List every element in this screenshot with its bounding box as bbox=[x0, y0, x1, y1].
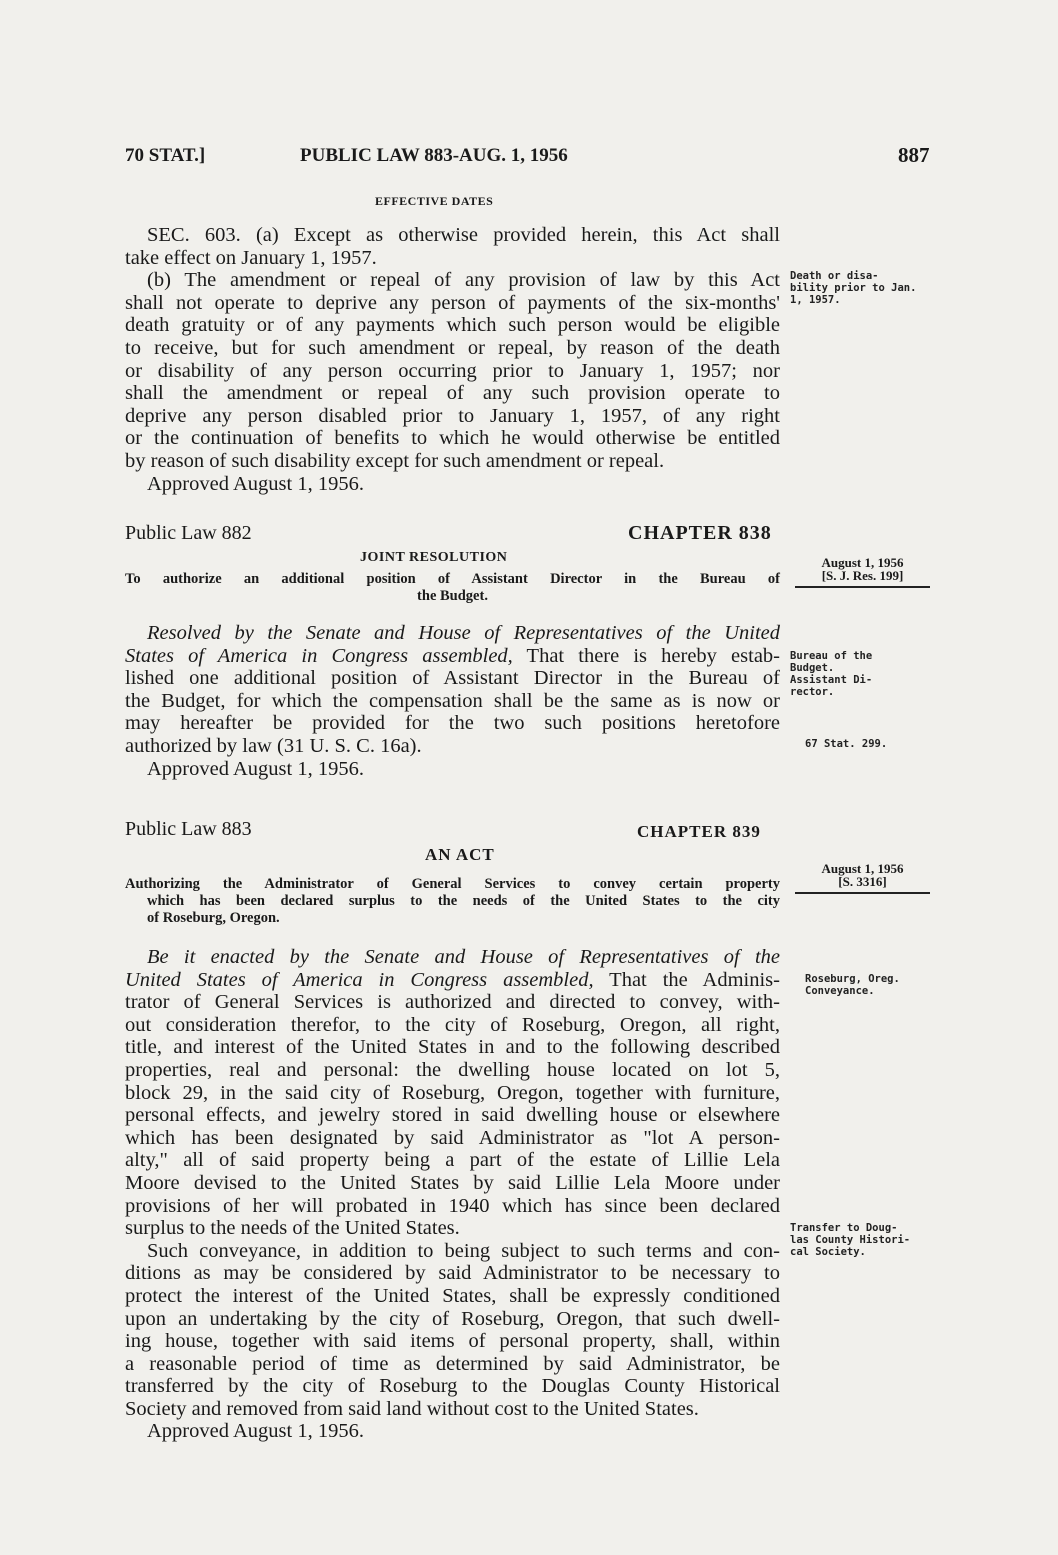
note-line: Death or disa- bbox=[790, 270, 879, 282]
pl883-text bbox=[125, 946, 780, 1443]
running-title: PUBLIC LAW 883-AUG. 1, 1956 bbox=[300, 145, 568, 166]
text-line: to receive, but for such amendment or repeal, by reason of the death bbox=[125, 336, 780, 359]
body-line: That there is hereby estab- bbox=[512, 644, 780, 667]
text-line: protect the interest of the United States, shall be expressly conditioned bbox=[125, 1284, 780, 1307]
pl882-purpose bbox=[125, 571, 780, 605]
joint-resolution-label: JOINT RESOLUTION bbox=[360, 550, 508, 565]
note-line: Transfer to Doug- bbox=[790, 1222, 898, 1234]
note-line: cal Society. bbox=[790, 1246, 866, 1258]
public-law-883: Public Law 883 bbox=[125, 818, 252, 840]
approved-line: Approved August 1, 1956. bbox=[147, 1420, 364, 1443]
date-reference: August 1, 1956 bbox=[821, 555, 904, 570]
pl883-purpose bbox=[125, 876, 780, 927]
text-line: death gratuity or of any payments which such person would be eligible bbox=[125, 314, 780, 337]
bill-reference: [S. J. Res. 199] bbox=[821, 568, 904, 583]
page-number: 887 bbox=[898, 143, 930, 167]
text-line: which has been designated by said Administrator as "lot A person- bbox=[125, 1126, 780, 1149]
enacting-clause: Be it enacted by the Senate and House of Representatives of the bbox=[147, 946, 780, 968]
text-line: ditions as may be considered by said Administrator to be necessary to bbox=[125, 1262, 780, 1285]
body-line: That the Adminis- bbox=[593, 968, 780, 991]
text-line: SEC. 603. (a) Except as otherwise provided herein, this Act shall bbox=[147, 224, 780, 246]
chapter-839: CHAPTER 839 bbox=[637, 822, 761, 841]
text-line: transferred by the city of Roseburg to the Douglas County Historical bbox=[125, 1375, 780, 1398]
purpose-line: which has been declared surplus to the needs of the United States to the city bbox=[147, 893, 780, 909]
text-line: by reason of such disability except for such amendment or repeal. bbox=[125, 449, 665, 472]
text-line: trator of General Services is authorized and directed to convey, with- bbox=[125, 991, 780, 1014]
enacting-clause: Resolved by the Senate and House of Representatives of the United bbox=[147, 622, 780, 644]
volume-reference: 70 STAT.] bbox=[125, 145, 206, 166]
divider-rule bbox=[795, 586, 930, 588]
note-line: Assistant Di- bbox=[790, 674, 873, 686]
text-line: deprive any person disabled prior to January 1, 1957, of any right bbox=[125, 404, 780, 427]
note-line: bility prior to Jan. bbox=[790, 282, 917, 294]
note-line: rector. bbox=[790, 686, 835, 698]
note-line: Roseburg, Oreg. bbox=[805, 973, 900, 985]
text-line: a reasonable period of time as determined by said Administrator, be bbox=[125, 1352, 780, 1375]
text-line: lished one additional position of Assistant Director in the Bureau of bbox=[125, 667, 780, 690]
text-line: upon an undertaking by the city of Roseburg, Oregon, that such dwell- bbox=[125, 1307, 780, 1330]
text-line: or the continuation of benefits to which he would otherwise be entitled bbox=[125, 427, 780, 450]
text-line: shall not operate to deprive any person of payments of the six-months' bbox=[125, 291, 780, 314]
pl882-text bbox=[125, 622, 780, 780]
enacting-clause-cont: United States of America in Congress assembled, bbox=[125, 968, 594, 991]
date-reference: August 1, 1956 bbox=[821, 861, 904, 876]
enacting-clause-cont: States of America in Congress assembled, bbox=[125, 644, 513, 667]
bill-reference: [S. 3316] bbox=[838, 874, 887, 889]
text-line: or disability of any person occurring prior to January 1, 1957; nor bbox=[125, 359, 780, 382]
text-line: personal effects, and jewelry stored in said dwelling house or elsewhere bbox=[125, 1104, 780, 1127]
divider-rule bbox=[795, 892, 930, 894]
text-line: (b) The amendment or repeal of any provision of law by this Act bbox=[147, 269, 780, 292]
public-law-882: Public Law 882 bbox=[125, 522, 252, 544]
text-line: may hereafter be provided for the two such positions heretofore bbox=[125, 712, 780, 735]
margin-note-death-disability bbox=[790, 270, 916, 306]
purpose-line: the Budget. bbox=[417, 588, 488, 604]
text-line: properties, real and personal: the dwelling house located on lot 5, bbox=[125, 1058, 780, 1081]
text-line: surplus to the needs of the United States. bbox=[125, 1217, 460, 1240]
text-line: Such conveyance, in addition to being subject to such terms and con- bbox=[147, 1239, 780, 1262]
section-heading: EFFECTIVE DATES bbox=[375, 194, 494, 208]
text-line: block 29, in the said city of Roseburg, Oregon, together with furniture, bbox=[125, 1081, 780, 1104]
text-line: authorized by law (31 U. S. C. 16a). bbox=[125, 734, 422, 757]
margin-note-bureau-budget bbox=[790, 650, 872, 698]
note-line: Conveyance. bbox=[805, 985, 875, 997]
margin-note-transfer bbox=[790, 1222, 910, 1258]
citation-note: 67 Stat. 299. bbox=[805, 738, 888, 750]
purpose-line: Authorizing the Administrator of General Services to convey certain property bbox=[125, 876, 780, 892]
text-line: Moore devised to the United States by said Lillie Lela Moore under bbox=[125, 1171, 780, 1194]
text-line: out consideration therefor, to the city of Roseburg, Oregon, all right, bbox=[125, 1013, 780, 1036]
purpose-line: To authorize an additional position of Assistant Director in the Bureau of bbox=[125, 571, 780, 587]
approved-line: Approved August 1, 1956. bbox=[147, 757, 364, 780]
note-line: Budget. bbox=[790, 662, 835, 674]
text-line: the Budget, for which the compensation shall be the same as is now or bbox=[125, 689, 780, 712]
text-line: title, and interest of the United States in and to the following described bbox=[125, 1036, 780, 1059]
an-act-label: AN ACT bbox=[425, 845, 495, 864]
chapter-838: CHAPTER 838 bbox=[628, 522, 772, 544]
text-line: provisions of her will probated in 1940 which has since been declared bbox=[125, 1194, 780, 1217]
text-line: take effect on January 1, 1957. bbox=[125, 246, 377, 269]
note-line: Bureau of the bbox=[790, 650, 873, 662]
sec603-text bbox=[125, 224, 780, 495]
approved-line: Approved August 1, 1956. bbox=[147, 472, 364, 495]
text-line: Society and removed from said land without cost to the United States. bbox=[125, 1397, 699, 1420]
text-line: ing house, together with said items of personal property, shall, within bbox=[125, 1330, 780, 1353]
note-line: 1, 1957. bbox=[790, 294, 841, 306]
note-line: las County Histori- bbox=[790, 1234, 911, 1246]
margin-note-roseburg bbox=[805, 973, 900, 997]
purpose-line: of Roseburg, Oregon. bbox=[147, 910, 280, 926]
text-line: shall the amendment or repeal of any such provision operate to bbox=[125, 382, 780, 405]
text-line: alty," all of said property being a part of the estate of Lillie Lela bbox=[125, 1149, 780, 1172]
